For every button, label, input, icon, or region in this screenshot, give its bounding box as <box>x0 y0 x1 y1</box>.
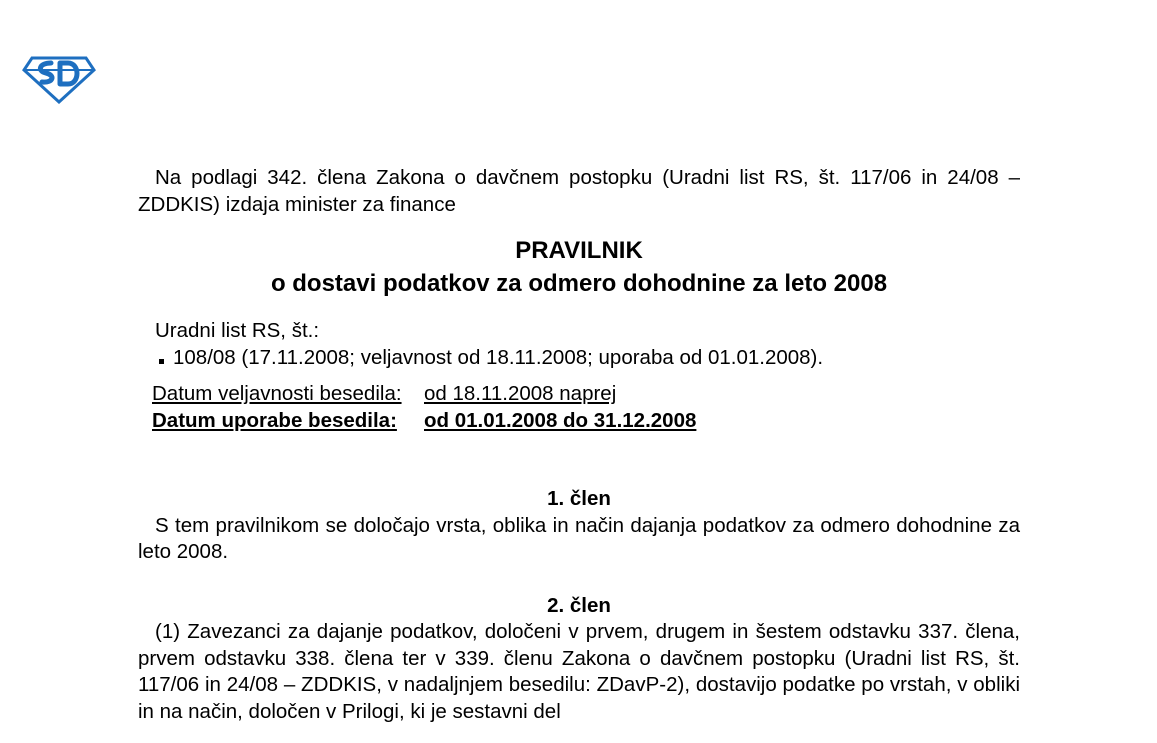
validity-value: od 18.11.2008 naprej <box>424 382 617 405</box>
intro-paragraph: Na podlagi 342. člena Zakona o davčnem postopku (Uradni list RS, št. 117/06 in 24/08 – ZDDKIS) izdaja minister za finance <box>138 166 1020 216</box>
gazette-block <box>155 318 1020 371</box>
article-1-text: S tem pravilnikom se določajo vrsta, oblika in način dajanja podatkov za odmero dohodnine za leto 2008. <box>138 513 1020 563</box>
sd-logo-icon <box>22 50 96 104</box>
article-2-heading: 2. člen <box>547 593 611 617</box>
gazette-label: Uradni list RS, št.: <box>155 319 320 342</box>
usage-row <box>152 408 1020 435</box>
document-page <box>138 165 1020 725</box>
validity-row <box>152 381 1020 408</box>
article-1-heading: 1. člen <box>547 487 611 510</box>
validity-label: Datum veljavnosti besedila: <box>152 382 402 405</box>
gazette-entry <box>155 345 1020 372</box>
title-line-2: o dostavi podatkov za odmero dohodnine za leto 2008 <box>270 270 888 297</box>
bullet-icon <box>159 359 164 364</box>
usage-label: Datum uporabe besedila: <box>152 408 397 432</box>
dates-block <box>152 381 1020 434</box>
title-line-1: PRAVILNIK <box>515 237 643 264</box>
usage-value: od 01.01.2008 do 31.12.2008 <box>424 408 697 432</box>
document-title <box>138 234 1020 300</box>
gazette-entry-text: 108/08 (17.11.2008; veljavnost od 18.11.2008; uporaba od 01.01.2008). <box>173 345 824 369</box>
article-2-text: (1) Zavezanci za dajanje podatkov, določeni v prvem, drugem in šestem odstavku 337. člena, prvem odstavku 338. člena ter v 339. členu Zakona o davčnem postopku (Uradni list RS, št. 117/06 in 24/08 – ZDDKIS, v nadaljnjem besedilu: ZDavP-2), dostavijo podatke po vrstah, v obliki in na način, določen v Prilogi, ki je sestavni del <box>138 620 1020 723</box>
